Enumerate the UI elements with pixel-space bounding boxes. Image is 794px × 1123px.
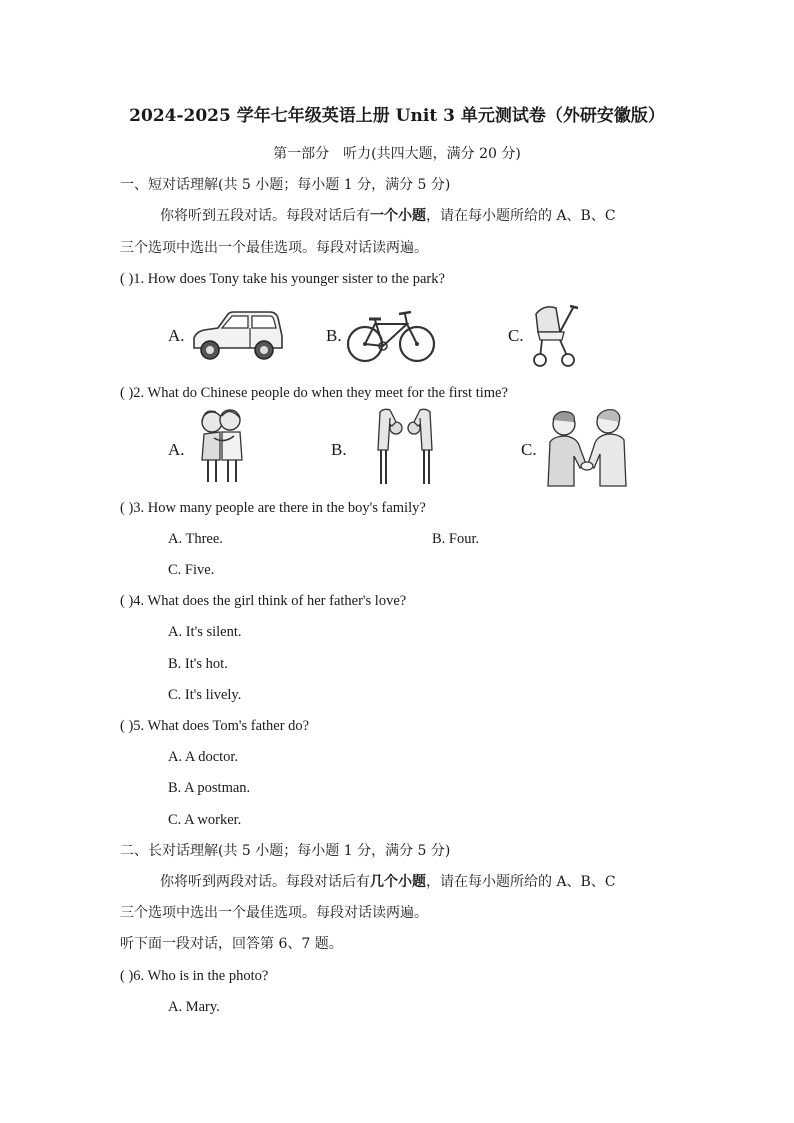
question-5-stem: ( )5. What does Tom's father do? bbox=[120, 718, 310, 734]
question-4-stem: ( )4. What does the girl think of her father's love? bbox=[120, 593, 407, 609]
handshake-icon bbox=[544, 408, 630, 488]
q1-option-b-label: B. bbox=[326, 326, 342, 345]
stroller-icon bbox=[530, 302, 580, 368]
instr-text: ，请在每小题所给的 A、B、C bbox=[426, 208, 616, 224]
q3-option-c: C. Five. bbox=[168, 562, 215, 578]
question-2-stem: ( )2. What do Chinese people do when they meet for the first time? bbox=[120, 385, 508, 401]
section2-instruction-line1 bbox=[160, 872, 616, 892]
section1-instruction-line2: 三个选项中选出一个最佳选项。每段对话读两遍。 bbox=[120, 240, 428, 256]
q5-option-c: C. A worker. bbox=[168, 812, 242, 828]
question-6-stem: ( )6. Who is in the photo? bbox=[120, 968, 269, 984]
bicycle-icon bbox=[345, 306, 437, 364]
q2-option-b-label: B. bbox=[331, 440, 347, 459]
q3-option-a: A. Three. bbox=[168, 531, 223, 547]
q2-option-c-label: C. bbox=[521, 440, 537, 459]
instr-emphasis: 一个小题 bbox=[370, 208, 426, 224]
q1-option-a-label: A. bbox=[168, 326, 185, 345]
instr-text: ，请在每小题所给的 A、B、C bbox=[426, 874, 616, 890]
question-1-stem: ( )1. How does Tony take his younger sister to the park? bbox=[120, 271, 445, 287]
q4-option-b: B. It's hot. bbox=[168, 656, 228, 672]
question-3-stem: ( )3. How many people are there in the boy's family? bbox=[120, 500, 426, 516]
section2-heading: 二、长对话理解(共 5 小题；每小题 1 分，满分 5 分) bbox=[120, 843, 451, 859]
instr-emphasis: 几个小题 bbox=[370, 874, 426, 890]
section1-heading: 一、短对话理解(共 5 小题；每小题 1 分，满分 5 分) bbox=[120, 177, 451, 193]
part-heading: 第一部分 听力(共四大题，满分 20 分) bbox=[273, 146, 521, 162]
q5-option-a: A. A doctor. bbox=[168, 749, 239, 765]
q3-option-b: B. Four. bbox=[432, 531, 480, 547]
bowing-people-icon bbox=[372, 406, 438, 488]
q1-option-c-label: C. bbox=[508, 326, 524, 345]
car-icon bbox=[188, 308, 286, 362]
q6-option-a: A. Mary. bbox=[168, 999, 220, 1015]
dialog-note: 听下面一段对话，回答第 6、7 题。 bbox=[120, 936, 343, 952]
section2-instruction-line2: 三个选项中选出一个最佳选项。每段对话读两遍。 bbox=[120, 905, 428, 921]
hugging-girls-icon bbox=[194, 408, 250, 488]
q2-option-a-label: A. bbox=[168, 440, 185, 459]
instr-text: 你将听到五段对话。每段对话后有 bbox=[160, 208, 370, 224]
instr-text: 你将听到两段对话。每段对话后有 bbox=[160, 874, 370, 890]
section1-instruction-line1 bbox=[160, 206, 616, 226]
page-title: 2024-2025 学年七年级英语上册 Unit 3 单元测试卷（外研安徽版） bbox=[129, 106, 665, 126]
q4-option-a: A. It's silent. bbox=[168, 624, 242, 640]
q4-option-c: C. It's lively. bbox=[168, 687, 242, 703]
q5-option-b: B. A postman. bbox=[168, 780, 251, 796]
